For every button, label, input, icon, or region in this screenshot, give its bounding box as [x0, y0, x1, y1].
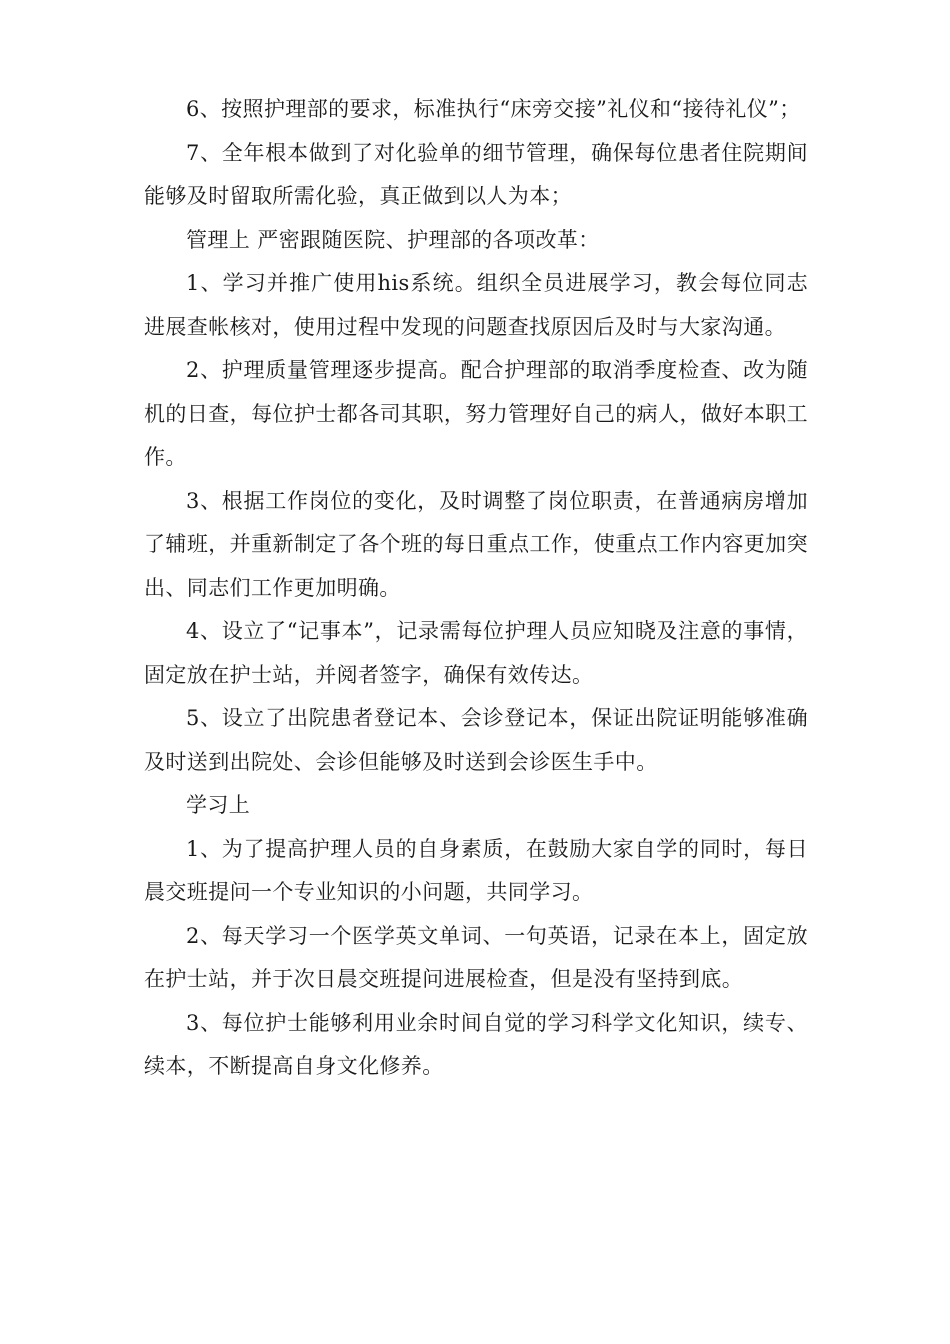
paragraph-his-system: 1、学习并推广使用his系统。组织全员进展学习，教会每位同志进展查帐核对，使用过程中发现的问题查找原因后及时与大家沟通。 [144, 271, 808, 339]
paragraph-further-education: 3、每位护士能够利用业余时间自觉的学习科学文化知识，续专、续本，不断提高自身文化修养。 [144, 1010, 808, 1078]
document-body [144, 88, 808, 1089]
paragraph-job-duties: 3、根据工作岗位的变化，及时调整了岗位职责，在普通病房增加了辅班，并重新制定了各个班的每日重点工作，使重点工作内容更加突出、同志们工作更加明确。 [144, 488, 808, 600]
section-heading-management: 管理上 严密跟随医院、护理部的各项改革： [186, 227, 600, 252]
paragraph-self-study: 1、为了提高护理人员的自身素质，在鼓励大家自学的同时，每日晨交班提问一个专业知识的小问题，共同学习。 [144, 836, 808, 904]
paragraph-notebook: 4、设立了“记事本”，记录需每位护理人员应知晓及注意的事情，固定放在护士站，并阅者签字，确保有效传达。 [144, 619, 808, 687]
paragraph-quality-management: 2、护理质量管理逐步提高。配合护理部的取消季度检查、改为随机的日查，每位护士都各司其职，努力管理好自己的病人，做好本职工作。 [144, 358, 808, 469]
paragraph-bedside-etiquette: 6、按照护理部的要求，标准执行“床旁交接”礼仪和“接待礼仪”； [186, 97, 801, 121]
paragraph-lab-sheet-management: 7、全年根本做到了对化验单的细节管理，确保每位患者住院期间能够及时留取所需化验，真正做到以人为本； [144, 140, 808, 208]
paragraph-english-words: 2、每天学习一个医学英文单词、一句英语，记录在本上，固定放在护士站，并于次日晨交班提问进展检查，但是没有坚持到底。 [144, 923, 808, 991]
section-heading-learning: 学习上 [186, 793, 251, 817]
paragraph-registration-books: 5、设立了出院患者登记本、会诊登记本，保证出院证明能够准确及时送到出院处、会诊但能够及时送到会诊医生手中。 [144, 706, 808, 774]
